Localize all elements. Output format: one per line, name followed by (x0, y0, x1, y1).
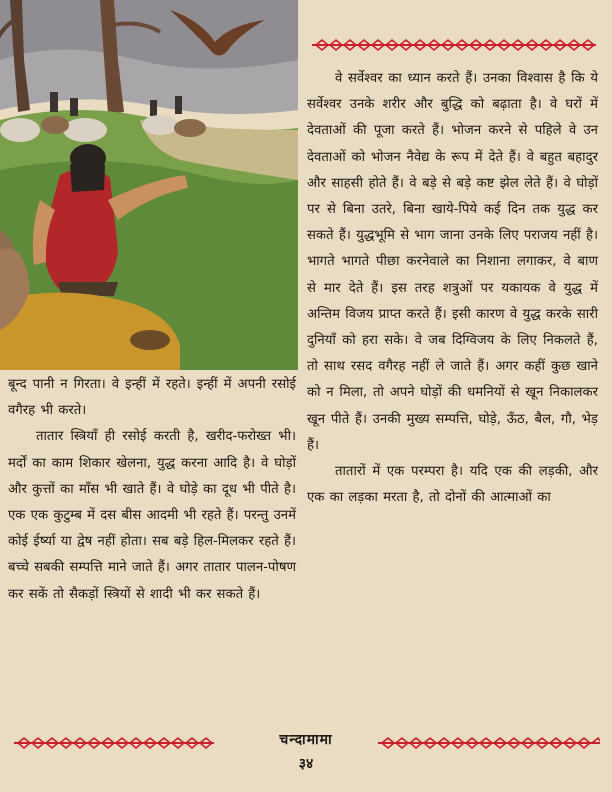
magazine-title: चन्दामामा (279, 732, 333, 748)
tatar-horsemen-illustration (0, 0, 298, 370)
right-paragraph-2: तातारों में एक परम्परा है। यदि एक की लड़की, और एक का लड़का मरता है, तो दोनों की आत्माओं का (307, 464, 598, 506)
right-column-text (307, 66, 598, 511)
top-decorative-border (312, 38, 596, 52)
right-paragraph-1: वे सर्वेश्वर का ध्यान करते हैं। उनका विश्वास है कि ये सर्वेश्वर उनके शरीर और बुद्धि को बढ़ाता है। वे घरों में देवताओं की पूजा करते हैं। भोजन करने से पहिले वे उन देवताओं को भोजन नैवेद्य के रूप में देते हैं। वे बहुत बहादुर और साहसी होते हैं। वे बड़े से बड़े कष्ट झेल लेते हैं। वे घोड़ों पर से बिना उतरे, बिना खाये-पिये कई दिन तक युद्ध कर सकते हैं। युद्धभूमि से भाग जाना उनके लिए पराजय नहीं है। भागते भागते पीछा करनेवाले का निशाना लगाकर, वे बाण से मार देते हैं। इस तरह शत्रुओं पर यकायक वे युद्ध में अन्तिम विजय प्राप्त करते हैं। इसी कारण वे युद्ध करके सारी दुनियाँ को हरा सके। वे जब दिग्विजय के लिए निकलते हैं, तो साथ रसद वगैरह नहीं ले जाते हैं। अगर कहीं कुछ खाने को न मिला, तो अपने घोड़ों की धमनियों से खून निकालकर खून पीते हैं। उनकी मुख्य सम्पत्ति, घोड़े, ऊँठ, बैल, गौ, भेड़ हैं। (307, 71, 598, 453)
left-paragraph-1: बून्द पानी न गिरता। वे इन्हीं में रहते। इन्हीं में अपनी रसोई वगैरह भी करते। (8, 377, 296, 419)
left-paragraph-2: तातार स्त्रियाँ ही रसोई करती है, खरीद-फरोख्त भी। मर्दों का काम शिकार खेलना, युद्ध करना आदि है। वे घोड़ों और कुत्तों का माँस भी खाते हैं। वे घोड़े का दूध भी पीते है। एक एक कुटुम्ब में दस बीस आदमी भी रहते हैं। परन्तु उनमें कोई ईर्ष्या या द्वेष नहीं होता। सब बड़े हिल-मिलकर रहते हैं। बच्चे सबकी सम्पत्ति माने जाते हैं। अगर तातार पालन-पोषण कर सकें तो सैकड़ों स्त्रियों से शादी भी कर सकते हैं। (8, 429, 296, 602)
page-number: ३४ (298, 756, 314, 772)
left-column-text (8, 372, 296, 608)
